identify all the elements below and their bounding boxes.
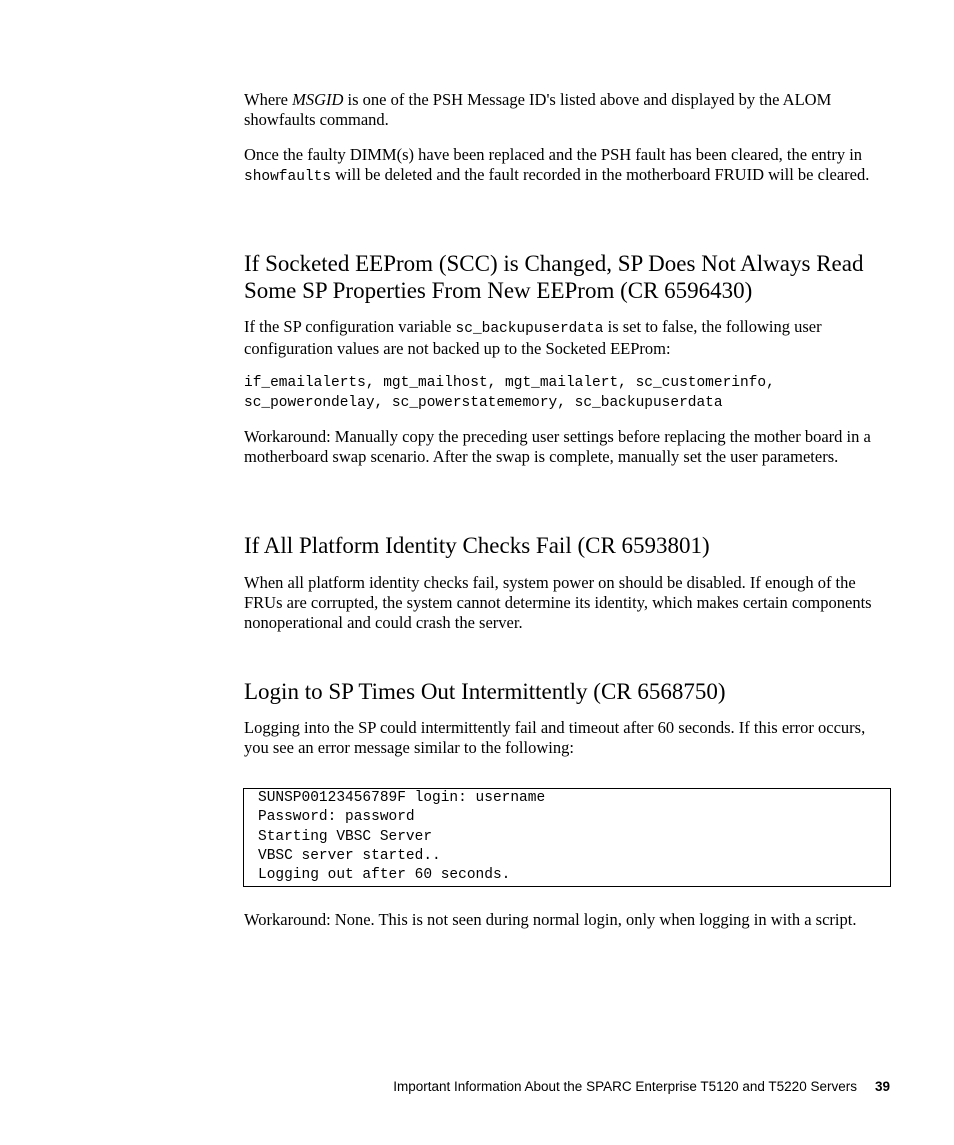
heading-login: Login to SP Times Out Intermittently (CR 6568750) (244, 679, 726, 704)
paragraph-identity-text: When all platform identity checks fail, system power on should be disabled. If enough of the FRUs are corrupted, the system cannot determine its identity, which makes certain components nonoperational and could crash the server. (244, 573, 872, 632)
section-heading-login (244, 678, 890, 705)
section-heading-identity (244, 532, 890, 559)
paragraph-login (244, 718, 890, 758)
heading-eeprom: If Socketed EEProm (SCC) is Changed, SP Does Not Always Read Some SP Properties From New EEProm (CR 6596430) (244, 251, 864, 303)
text-span: Where (244, 90, 293, 109)
footer-title: Important Information About the SPARC Enterprise T5120 and T5220 Servers (393, 1079, 857, 1094)
code-line: sc_powerondelay, sc_powerstatememory, sc_backupuserdata (244, 395, 723, 411)
code-line: SUNSP00123456789F login: username (258, 790, 546, 806)
paragraph-sc-backupuserdata (244, 317, 890, 359)
paragraph-workaround-eeprom (244, 427, 890, 467)
paragraph-msgid-text (244, 90, 890, 130)
inline-code-sc-backupuserdata: sc_backupuserdata (455, 321, 604, 337)
code-line: VBSC server started.. (258, 847, 441, 864)
code-line: Password: password (258, 809, 415, 826)
text-span: Once the faulty DIMM(s) have been replaced and the PSH fault has been cleared, the entry in (244, 145, 863, 164)
paragraph-sc-backupuserdata-text (244, 317, 890, 359)
msgid-italic: MSGID (292, 90, 344, 109)
code-line: Starting VBSC Server (258, 828, 433, 845)
text-span: will be deleted and the fault recorded in the motherboard FRUID will be cleared. (331, 165, 870, 184)
paragraph-msgid (244, 90, 890, 130)
text-span: If the SP configuration variable (244, 317, 456, 336)
paragraph-login-text: Logging into the SP could intermittently fail and timeout after 60 seconds. If this error occurs, you see an error message similar to the following: (244, 718, 866, 757)
code-block-login (243, 788, 891, 887)
paragraph-workaround-eeprom-text: Workaround: Manually copy the preceding user settings before replacing the mother board in a motherboard swap scenario. After the swap is complete, manually set the user parameters. (244, 427, 871, 466)
paragraph-dimm (244, 145, 890, 187)
page-footer (393, 1079, 890, 1095)
paragraph-workaround-login (244, 910, 890, 930)
code-line: Logging out after 60 seconds. (258, 867, 511, 884)
page-number: 39 (874, 1079, 890, 1094)
section-heading-eeprom (244, 250, 890, 304)
text-span: is set to false, the following user configuration values are not backed up to the Socketed EEProm: (244, 317, 822, 358)
text-span: is one of the PSH Message ID's listed above and displayed by the ALOM showfaults command. (244, 90, 832, 129)
code-variable-list (244, 373, 890, 413)
paragraph-workaround-login-text: Workaround: None. This is not seen during normal login, only when logging in with a script. (244, 910, 857, 929)
paragraph-identity (244, 573, 890, 633)
heading-identity: If All Platform Identity Checks Fail (CR 6593801) (244, 533, 710, 558)
inline-code-showfaults: showfaults (244, 169, 332, 185)
paragraph-dimm-text (244, 145, 890, 187)
code-line: if_emailalerts, mgt_mailhost, mgt_mailalert, sc_customerinfo, (244, 375, 775, 391)
